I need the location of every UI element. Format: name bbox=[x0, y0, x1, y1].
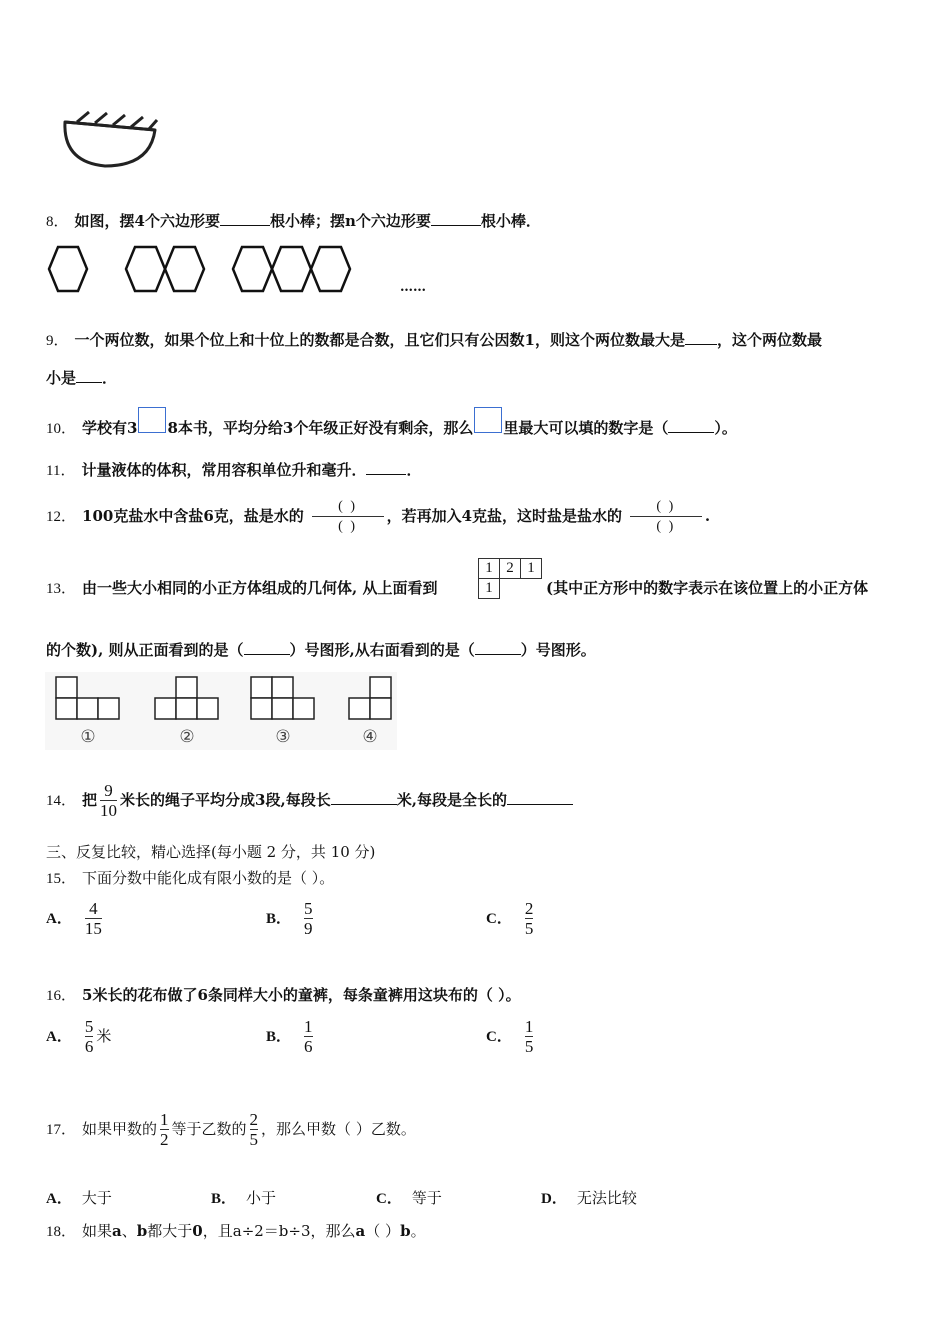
fraction: $\frac{1}{5}$ bbox=[524, 1017, 534, 1056]
fraction-blank[interactable]: $\frac{( )}{( )}$ bbox=[312, 498, 384, 536]
question-13: 13． 由一些大小相同的小正方体组成的几何体, 从上面看到 bbox=[46, 579, 438, 597]
grid-cell: 2 bbox=[499, 558, 521, 579]
q17-option-c[interactable]: C． 等于 bbox=[376, 1189, 442, 1207]
option-label-1: ① bbox=[80, 727, 96, 747]
answer-blank[interactable] bbox=[685, 330, 717, 345]
answer-blank[interactable] bbox=[431, 211, 481, 226]
question-16: 16． 5米长的花布做了6条同样大小的童裤，每条童裤用这块布的（ ）。 bbox=[46, 986, 521, 1004]
answer-blank[interactable] bbox=[668, 418, 714, 433]
fraction: $\frac{5}{9}$ bbox=[304, 899, 313, 938]
grid-cell: 1 bbox=[478, 558, 500, 579]
answer-blank[interactable] bbox=[220, 211, 270, 226]
answer-blank[interactable] bbox=[475, 640, 521, 655]
question-13-line2: 的个数), 则从正面看到的是（ ）号图形,从右面看到的是（ ）号图形。 bbox=[46, 641, 596, 659]
answer-blank[interactable] bbox=[76, 368, 102, 383]
question-13-cont: (其中正方形中的数字表示在该位置上的小正方体 bbox=[546, 579, 869, 597]
answer-blank[interactable] bbox=[507, 790, 573, 805]
view-options-figure bbox=[45, 672, 397, 750]
q15-option-a[interactable]: A． $\frac{4}{15}$ bbox=[46, 899, 102, 938]
bowl-figure bbox=[55, 100, 165, 175]
option-label-3: ③ bbox=[275, 727, 291, 747]
q17-option-d[interactable]: D． 无法比较 bbox=[541, 1189, 637, 1207]
question-18: 18． 如果a、b都大于0，且a÷2＝b÷3，那么a（ ）b。 bbox=[46, 1222, 426, 1240]
section-3-title: 三、反复比较，精心选择(每小题 2 分，共 10 分) bbox=[46, 843, 376, 861]
fraction: $\frac{2}{5}$ bbox=[249, 1110, 259, 1149]
fraction: $\frac{4}{15}$ bbox=[84, 899, 102, 938]
digit-box bbox=[474, 407, 502, 433]
ellipsis: …… bbox=[400, 280, 426, 295]
question-10: 10． 学校有3 8本书，平均分给3个年级正好没有剩余，那么 里最大可以填的数字是（ ）。 bbox=[46, 413, 737, 439]
grid-cell: 1 bbox=[520, 558, 542, 579]
hexagon-figures bbox=[45, 243, 355, 295]
answer-blank[interactable] bbox=[366, 460, 406, 475]
option-label-4: ④ bbox=[362, 727, 378, 747]
q15-option-b[interactable]: B． $\frac{5}{9}$ bbox=[266, 899, 313, 938]
question-9: 9． 一个两位数，如果个位上和十位上的数都是合数，且它们只有公因数1，则这个两位数最大是 ，这个两位数最 bbox=[46, 331, 822, 349]
q17-option-b[interactable]: B． 小于 bbox=[211, 1189, 277, 1207]
question-12: 12． 100克盐水中含盐6克，盐是水的 $\frac{( )}{( )}$ ，若再加入4克盐，这时盐是盐水的 $\frac{( )}{( )}$ . bbox=[46, 499, 711, 534]
fraction: $\frac{9}{10}$ bbox=[100, 781, 118, 820]
answer-blank[interactable] bbox=[331, 790, 397, 805]
q16-option-a[interactable]: A． $\frac{5}{6}$ 米 bbox=[46, 1017, 112, 1056]
fraction: $\frac{1}{6}$ bbox=[304, 1017, 313, 1056]
question-17: 17． 如果甲数的 $\frac{1}{2}$ 等于乙数的 $\frac{2}{5}$ ，那么甲数（ ）乙数。 bbox=[46, 1110, 416, 1149]
question-9-line2: 小是 ． bbox=[46, 369, 118, 387]
fraction-blank[interactable]: $\frac{( )}{( )}$ bbox=[630, 498, 702, 536]
fraction: $\frac{1}{2}$ bbox=[160, 1110, 169, 1149]
question-14: 14． 把 $\frac{9}{10}$ 米长的绳子平均分成3段,每段长 米,每段是全长的 bbox=[46, 775, 573, 826]
q16-option-c[interactable]: C． $\frac{1}{5}$ bbox=[486, 1017, 534, 1056]
answer-blank[interactable] bbox=[244, 640, 290, 655]
q16-option-b[interactable]: B． $\frac{1}{6}$ bbox=[266, 1017, 313, 1056]
q17-option-a[interactable]: A． 大于 bbox=[46, 1189, 112, 1207]
question-11: 11． 计量液体的体积，常用容积单位升和毫升． ． bbox=[46, 461, 422, 479]
digit-box[interactable] bbox=[138, 407, 166, 433]
question-8: 8． 如图，摆4个六边形要 根小棒；摆n个六边形要 根小棒． bbox=[46, 212, 541, 230]
option-label-2: ② bbox=[179, 727, 195, 747]
fraction: $\frac{5}{6}$ bbox=[84, 1017, 94, 1056]
q15-option-c[interactable]: C． $\frac{2}{5}$ bbox=[486, 899, 534, 938]
question-15: 15． 下面分数中能化成有限小数的是（ ）。 bbox=[46, 869, 335, 887]
grid-cell: 1 bbox=[478, 578, 500, 599]
fraction: $\frac{2}{5}$ bbox=[524, 899, 534, 938]
top-view-grid bbox=[476, 556, 542, 602]
